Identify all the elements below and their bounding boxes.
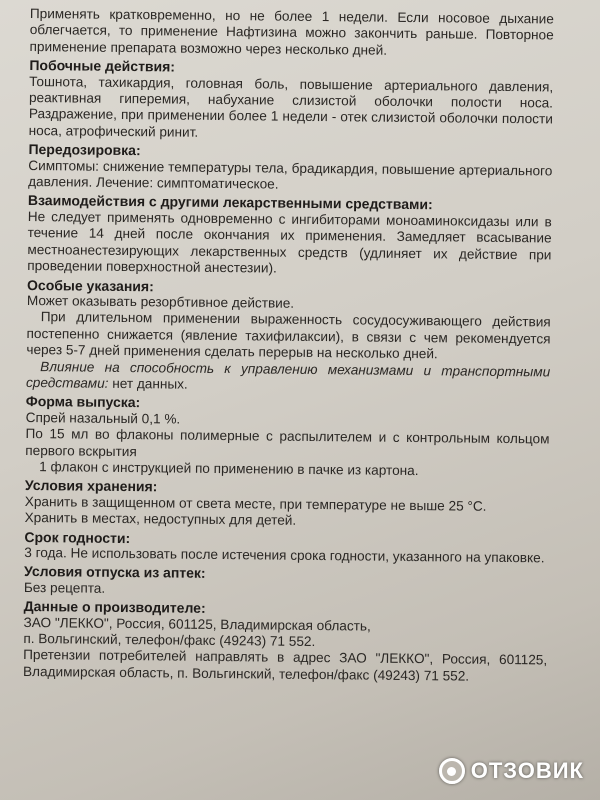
special-driving: [26, 359, 550, 397]
otzovik-watermark: [439, 758, 584, 784]
special-text-2: При длительном применении выраженность сосудосуживающего действия постепенно снижается (явление тахифилаксии), в связи с чем рекомендуется через 5-7 дней применения сделать перерыв на несколько дней.: [26, 309, 551, 362]
form-line-3: 1 флакон с инструкцией по применению в пачке из картона.: [39, 459, 419, 479]
storage-line-2: Хранить в местах, недоступных для детей.: [24, 510, 297, 529]
storage-line-1: Хранить в защищенном от света месте, при температуре не выше 25 °С.: [24, 493, 487, 514]
shelf-life-text: 3 года. Не использовать после истечения срока годности, указанного на упаковке.: [24, 544, 545, 566]
form-line-1: Спрей назальный 0,1 %.: [25, 409, 181, 427]
driving-text: нет данных.: [108, 375, 188, 392]
interactions-text: Не следует применять одновременно с ингибиторами моноаминоксидазы или в течение 14 дней после окончания их применения. Замедляет всасывание местноанестезирующих лекарственных средств (удлиняет их действие при проведении поверхностной анестезии).: [27, 208, 552, 276]
watermark-text: ОТЗОВИК: [470, 758, 584, 783]
driving-italic: Влияние на способность к управлению механизмами и транспортными средствами:: [25, 358, 551, 391]
manufacturer-line-1: ЗАО "ЛЕККО", Россия, 601125, Владимирская область,: [23, 614, 371, 634]
interactions-heading: Взаимодействия с другими лекарственными средствами:: [27, 192, 433, 213]
intro-paragraph: Применять кратковременно, но не более 1 недели. Если носовое дыхание облегчается, то применение Нафтизина можно закончить раньше. Повторное применение препарата возможно через несколько дней.: [29, 6, 554, 58]
manufacturer-line-2: п. Вольгинский, телефон/факс (49243) 71 552.: [23, 630, 316, 650]
form-line-2: По 15 мл во флаконы полимерные с распылителем и с контрольным кольцом первого вскрытия: [25, 426, 550, 459]
dispensing-heading: Условия отпуска из аптек:: [23, 563, 206, 582]
side-effects-text: Тошнота, тахикардия, головная боль, повышение артериального давления, реактивная гиперемия, набухание слизистой оболочки полости носа. Раздражение, при применении более 1 недели - отек слизистой оболочки полости носа, атрофический ринит.: [28, 73, 554, 140]
side-effects-heading: Побочные действия:: [29, 57, 176, 75]
instruction-leaflet: [23, 6, 554, 686]
overdose-text: Симптомы: снижение температуры тела, брадикардия, повышение артериального давления. Лечение: симптоматическое.: [28, 157, 553, 192]
overdose-heading: Передозировка:: [28, 141, 141, 159]
special-heading: Особые указания:: [26, 276, 154, 294]
shelf-life-heading: Срок годности:: [24, 528, 131, 546]
dispensing-text: Без рецепта.: [23, 579, 106, 596]
storage-heading: Условия хранения:: [24, 477, 158, 495]
form-heading: Форма выпуска:: [25, 393, 141, 411]
manufacturer-heading: Данные о производителе:: [23, 598, 206, 617]
otzovik-logo-icon: [439, 758, 465, 784]
manufacturer-claims: Претензии потребителей направлять в адрес ЗАО "ЛЕККО", Россия, 601125, Владимирская область, п. Вольгинский, телефон/факс (49243) 71 552.: [22, 647, 548, 684]
special-text-1: Может оказывать резорбтивное действие.: [26, 292, 295, 311]
